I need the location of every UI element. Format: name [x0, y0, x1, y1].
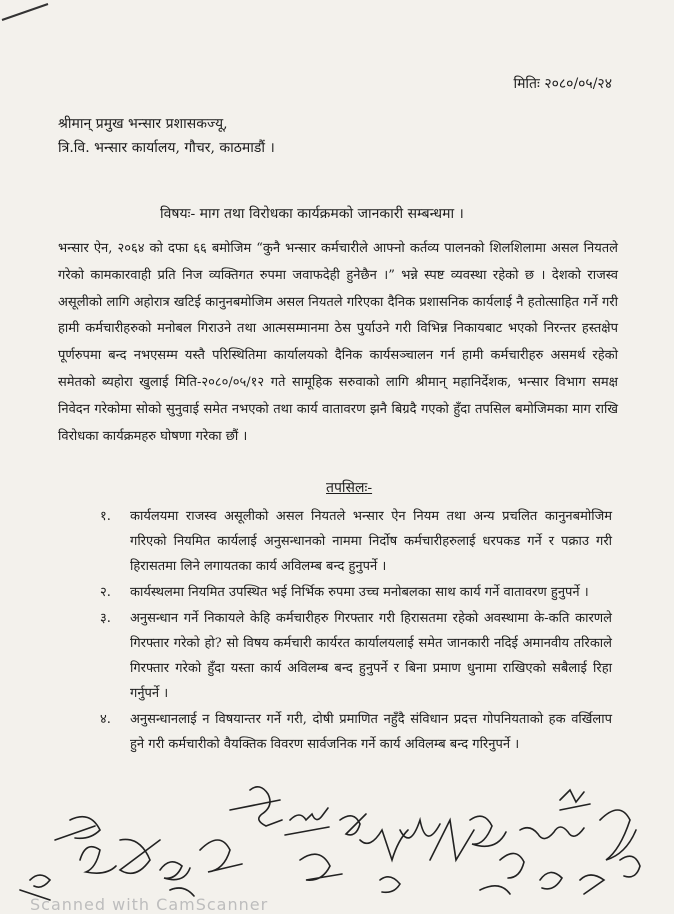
letter-body: भन्सार ऐन, २०६४ को दफा ६६ बमोजिम “कुनै भन्सार कर्मचारीले आफ्नो कर्तव्य पालनको शिलशिलामा असल नियतले गरेको कामकारवाही प्रति निज व्यक्तिगत रुपमा जवाफदेही हुनेछैन ।” भन्ने स्पष्ट व्यवस्था रहेको छ । देशको राजस्व असूलीको लागि अहोरात्र खटिई कानुनबमोजिम असल नियतले गरिएका दैनिक प्रशासनिक कार्यलाई नै हतोत्साहित गर्ने गरी हामी कर्मचारीहरुको मनोबल गिराउने तथा आत्मसम्मानमा ठेस पुर्याउने गरी विभिन्न निकायबाट भएको निरन्तर हस्तक्षेप पूर्णरुपमा बन्द नभएसम्म यस्तै परिस्थितिमा कार्यालयको दैनिक कार्यसञ्चालन गर्न हामी कर्मचारीहरु असमर्थ रहेको समेतको ब्यहोरा खुलाई मिति-२०८०/०५/१२ गते सामूहिक सरुवाको लागि श्रीमान् महानिर्देशक, भन्सार विभाग समक्ष निवेदन गरेकोमा सोको सुनुवाई समेत नभएको तथा कार्य वातावरण झनै बिग्रदै गएको हुँदा तपसिल बमोजिमका माग राखि विरोधका कार्यक्रमहरु घोषणा गरेका छौं ।	[58, 241, 618, 444]
recipient-office: त्रि.वि. भन्सार कार्यालय, गौचर, काठमाडौं ।	[58, 140, 275, 156]
letter-subject: विषयः- माग तथा विरोधका कार्यक्रमको जानकारी सम्बन्धमा ।	[160, 206, 464, 222]
tapasil-heading: तपसिलः-	[326, 480, 373, 496]
scan-watermark-text: Scanned with CamScanner	[30, 895, 269, 914]
item-number: २.	[100, 585, 111, 600]
list-item	[100, 580, 612, 605]
item-text: कार्यस्थलमा नियमित उपस्थित भई निर्भिक रुपमा उच्च मनोबलका साथ कार्य गर्ने वातावरण हुनुपर्ने ।	[130, 585, 589, 600]
list-item	[100, 504, 612, 579]
list-item	[100, 606, 612, 706]
handwritten-signatures	[0, 780, 674, 913]
item-number: १.	[100, 509, 111, 524]
corner-pen-mark	[0, 0, 60, 30]
item-text: अनुसन्धान गर्ने निकायले केहि कर्मचारीहरु गिरफ्तार गरी हिरासतमा रहेको अवस्थामा के-कति कारणले गिरफ्तार गरेको हो? सो विषय कर्मचारी कार्यरत कार्यालयलाई समेत जानकारी नदिई अमानवीय तरिकाले गिरफ्तार गरेको हुँदा यस्ता कार्य अविलम्ब बन्द हुनुपर्ने र बिना प्रमाण धुनामा राखिएको सबैलाई रिहा गर्नुपर्ने ।	[130, 611, 612, 701]
list-item	[100, 707, 612, 757]
recipient-title: श्रीमान् प्रमुख भन्सार प्रशासकज्यू,	[58, 116, 228, 132]
item-text: कार्यलयमा राजस्व असूलीको असल नियतले भन्सार ऐन नियम तथा अन्य प्रचलित कानुनबमोजिम गरिएको नियमित कार्यलाई अनुसन्धानको नाममा निर्दोष कर्मचारीहरुलाई धरपकड गर्ने र पक्राउ गरी हिरासतमा लिने लगायतका कार्य अविलम्ब बन्द हुनुपर्ने ।	[130, 509, 612, 574]
item-number: ४.	[100, 712, 111, 727]
letter-date: मितिः २०८०/०५/२४	[513, 76, 612, 92]
item-text: अनुसन्धानलाई न विषयान्तर गर्ने गरी, दोषी प्रमाणित नहुँदै संविधान प्रदत्त गोपनियताको हक वर्खिलाप हुने गरी कर्मचारीको वैयक्तिक विवरण सार्वजनिक गर्ने कार्य अविलम्ब बन्द गरिनुपर्ने ।	[130, 712, 612, 752]
demand-list	[100, 504, 612, 758]
item-number: ३.	[100, 611, 111, 626]
